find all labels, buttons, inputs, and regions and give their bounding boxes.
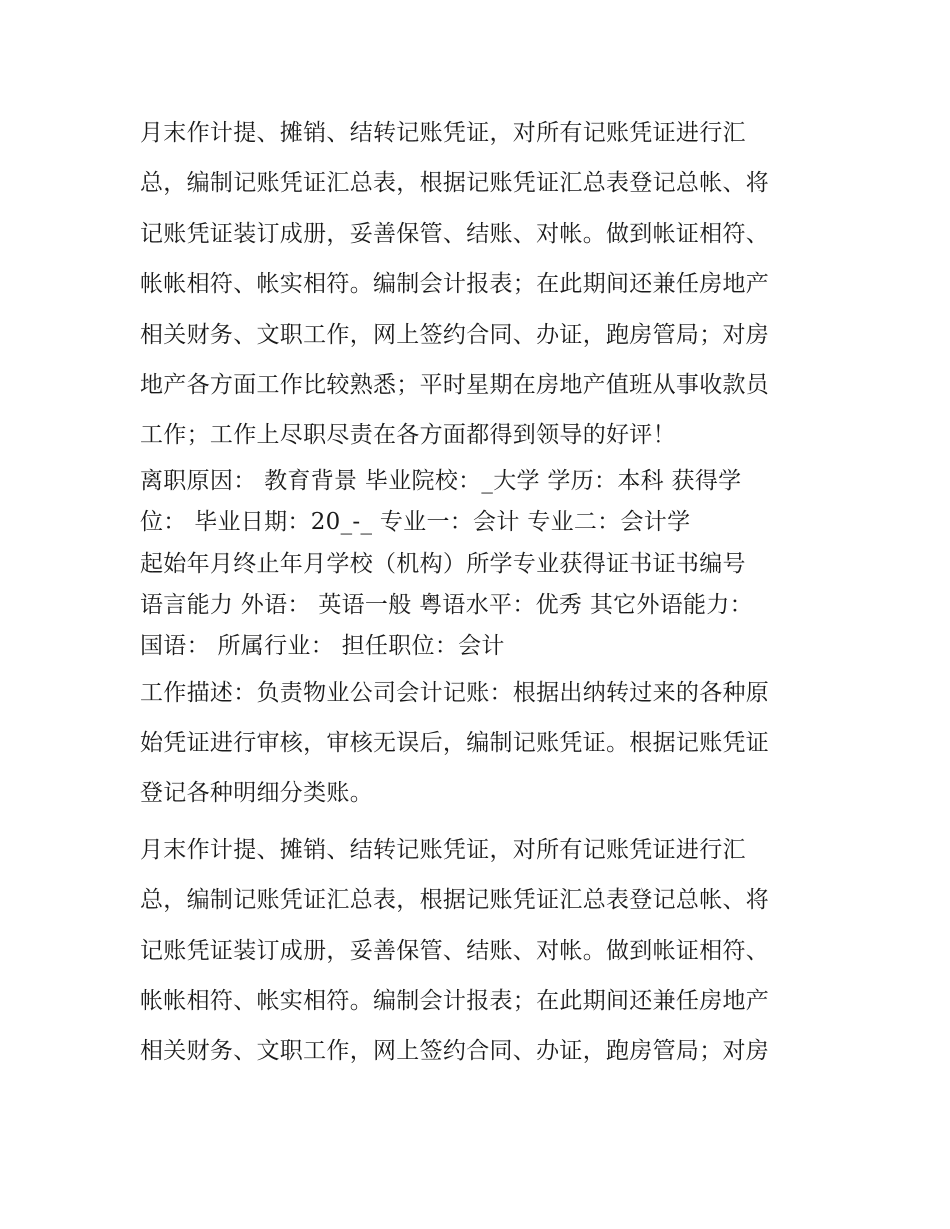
text-line: 始凭证进行审核，审核无误后，编制记账凭证。根据记账凭证 — [140, 730, 770, 757]
text-line: 位： 毕业日期：20_-_ 专业一：会计 专业二：会计学 — [140, 509, 691, 536]
text-line: 总，编制记账凭证汇总表，根据记账凭证汇总表登记总帐、将 — [140, 170, 770, 197]
text-line: 工作；工作上尽职尽责在各方面都得到领导的好评！ — [140, 422, 676, 449]
text-line: 起始年月终止年月学校（机构）所学专业获得证书证书编号 — [140, 550, 746, 577]
text-line: 相关财务、文职工作，网上签约合同、办证，跑房管局；对房 — [140, 1038, 770, 1065]
text-line: 帐帐相符、帐实相符。编制会计报表；在此期间还兼任房地产 — [140, 271, 770, 298]
text-line: 工作描述：负责物业公司会计记账：根据出纳转过来的各种原 — [140, 679, 770, 706]
paragraph-job-description — [140, 668, 810, 819]
text-line: 相关财务、文职工作，网上签约合同、办证，跑房管局；对房 — [140, 321, 770, 348]
paragraph-duties-1 — [140, 108, 810, 461]
paragraph-duties-2 — [140, 825, 810, 1077]
text-line: 语言能力 外语： 英语一般 粤语水平：优秀 其它外语能力： — [140, 591, 753, 618]
text-line: 记账凭证装订成册，妥善保管、结账、对帐。做到帐证相符、 — [140, 220, 770, 247]
text-line: 月末作计提、摊销、结转记账凭证，对所有记账凭证进行汇 — [140, 120, 746, 146]
text-line: 帐帐相符、帐实相符。编制会计报表；在此期间还兼任房地产 — [140, 988, 770, 1015]
text-line: 月末作计提、摊销、结转记账凭证，对所有记账凭证进行汇 — [140, 836, 746, 863]
text-line: 登记各种明细分类账。 — [140, 780, 373, 807]
text-line: 总，编制记账凭证汇总表，根据记账凭证汇总表登记总帐、将 — [140, 887, 770, 914]
text-line: 记账凭证装订成册，妥善保管、结账、对帐。做到帐证相符、 — [140, 937, 770, 964]
paragraph-profile-info — [140, 461, 810, 668]
text-line: 国语： 所属行业： 担任职位：会计 — [140, 633, 505, 660]
text-line: 离职原因： 教育背景 毕业院校：_大学 学历：本科 获得学 — [140, 467, 742, 494]
text-line: 地产各方面工作比较熟悉；平时星期在房地产值班从事收款员 — [140, 371, 770, 398]
